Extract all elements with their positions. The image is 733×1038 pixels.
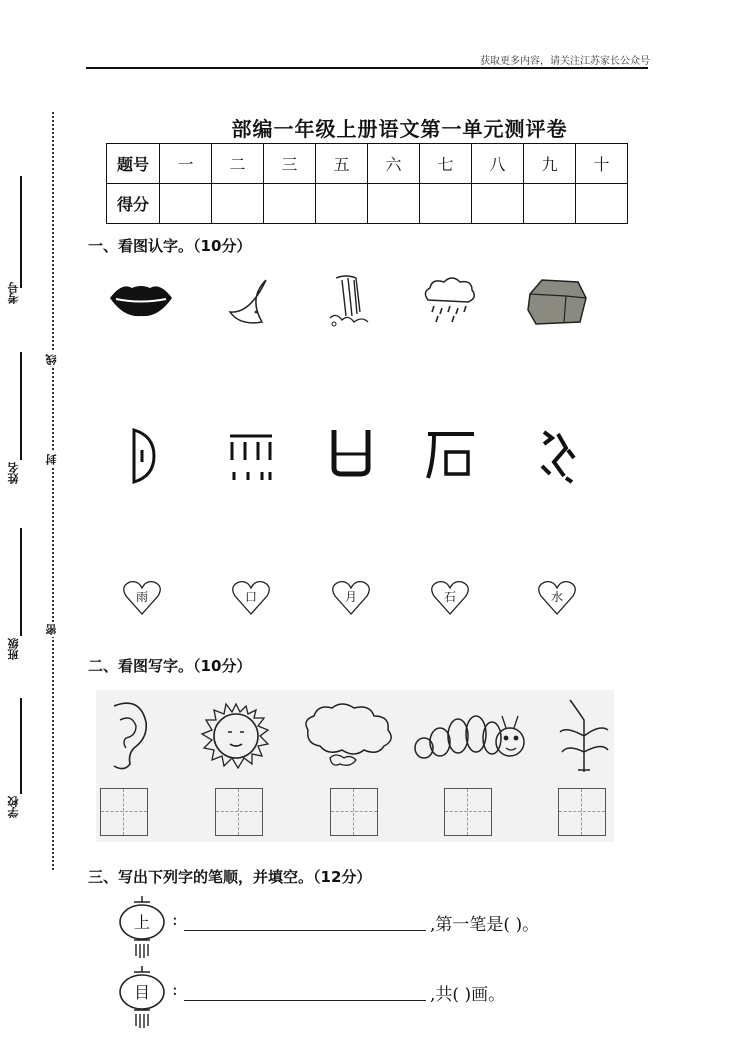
heart-char: 月 — [344, 590, 357, 604]
mouth-glyph — [328, 428, 374, 478]
page-title-text: 部编一年级上册语文第一单元测评卷 — [231, 117, 568, 141]
heart-answer[interactable] — [430, 580, 470, 616]
lips-icon — [108, 280, 174, 320]
score-cell[interactable] — [420, 184, 472, 224]
heart-char: 水 — [550, 590, 563, 604]
score-col: 六 — [368, 144, 420, 184]
header-rule — [86, 67, 648, 69]
score-cell[interactable] — [368, 184, 420, 224]
lantern-item-2 — [118, 966, 172, 1028]
side-label-school: 学校 — [7, 796, 20, 818]
stone-icon — [526, 276, 588, 326]
score-table-score-row — [107, 184, 628, 224]
q3-suffix-2: ,共( )画。 — [430, 985, 506, 1005]
score-col: 三 — [264, 144, 316, 184]
writing-box[interactable] — [100, 788, 148, 836]
moon-icon — [226, 276, 276, 330]
caterpillar-icon — [414, 706, 526, 764]
writing-box[interactable] — [444, 788, 492, 836]
q3-colon-2: : — [172, 980, 178, 1000]
score-table-row-label: 题号 — [107, 144, 160, 184]
rain-cloud-icon — [420, 274, 478, 324]
q3-suffix-1: ,第一笔是( )。 — [430, 915, 540, 935]
score-cell[interactable] — [524, 184, 576, 224]
q3-colon-1: : — [172, 910, 178, 930]
side-rule-1 — [20, 176, 22, 288]
rain-glyph — [228, 432, 274, 484]
seal-char-feng: 封 — [45, 454, 58, 465]
section2-heading: 二、看图写字。（10分） — [88, 657, 252, 675]
score-table — [106, 143, 628, 224]
side-label-class: 班级 — [7, 638, 20, 660]
writing-box[interactable] — [558, 788, 606, 836]
heart-answer[interactable] — [231, 580, 271, 616]
score-cell[interactable] — [576, 184, 628, 224]
heart-answer[interactable] — [537, 580, 577, 616]
score-col: 一 — [160, 144, 212, 184]
stroke-order-blank-2[interactable] — [184, 1000, 426, 1001]
binding-dotted-line — [52, 112, 54, 870]
writing-box[interactable] — [215, 788, 263, 836]
score-col: 二 — [212, 144, 264, 184]
sun-icon — [196, 700, 276, 772]
score-col: 五 — [316, 144, 368, 184]
side-rule-4 — [20, 698, 22, 794]
side-rule-3 — [20, 528, 22, 636]
heart-char: 口 — [244, 590, 257, 604]
ear-icon — [100, 698, 152, 772]
score-cell[interactable] — [160, 184, 212, 224]
cloud-icon — [300, 700, 408, 774]
header-note: 获取更多内容，请关注江苏家长公众号 — [480, 56, 650, 67]
water-glyph — [540, 430, 576, 484]
heart-char: 石 — [443, 590, 456, 604]
side-label-exam-no: 考号 — [7, 282, 20, 304]
section3-heading: 三、写出下列字的笔顺，并填空。（12分） — [88, 868, 372, 886]
side-rule-2 — [20, 352, 22, 460]
score-col: 九 — [524, 144, 576, 184]
lantern-char: 目 — [133, 983, 150, 1002]
score-cell[interactable] — [472, 184, 524, 224]
wheat-icon — [556, 696, 612, 776]
stroke-order-blank-1[interactable] — [184, 930, 426, 931]
score-col: 八 — [472, 144, 524, 184]
heart-char: 雨 — [135, 590, 148, 604]
score-cell[interactable] — [264, 184, 316, 224]
section1-heading: 一、看图认字。（10分） — [88, 237, 252, 255]
seal-char-xian: 线 — [45, 354, 58, 365]
writing-box[interactable] — [330, 788, 378, 836]
score-col: 七 — [420, 144, 472, 184]
page-title — [0, 113, 733, 142]
heart-answer[interactable] — [331, 580, 371, 616]
lantern-item-1 — [118, 896, 172, 958]
score-table-row-label: 得分 — [107, 184, 160, 224]
moon-glyph — [128, 428, 156, 484]
side-label-name: 姓名 — [7, 462, 20, 484]
score-table-header-row — [107, 144, 628, 184]
heart-answer[interactable] — [122, 580, 162, 616]
lantern-char: 上 — [133, 913, 150, 932]
waterfall-icon — [326, 272, 374, 330]
score-cell[interactable] — [212, 184, 264, 224]
seal-char-mi: 密 — [45, 624, 58, 635]
stone-glyph — [424, 430, 478, 482]
score-col: 十 — [576, 144, 628, 184]
score-cell[interactable] — [316, 184, 368, 224]
